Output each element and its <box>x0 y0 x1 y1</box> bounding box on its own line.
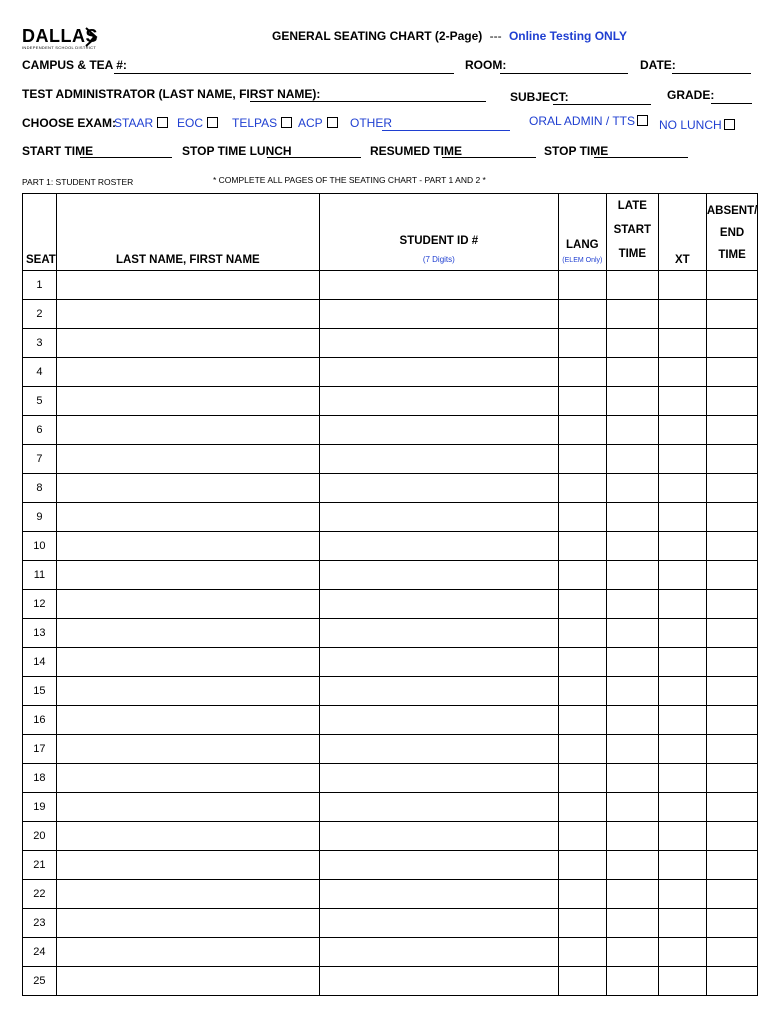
table-row <box>23 503 758 532</box>
absent-cell[interactable] <box>706 590 757 619</box>
name-cell[interactable] <box>56 619 319 648</box>
table-row <box>23 561 758 590</box>
name-cell[interactable] <box>56 677 319 706</box>
name-cell[interactable] <box>56 561 319 590</box>
checkbox-icon[interactable] <box>724 119 735 130</box>
date-label: DATE: <box>640 58 676 72</box>
name-cell[interactable] <box>56 358 319 387</box>
subject-field[interactable] <box>553 104 651 105</box>
header-late-line: LATE <box>617 200 647 212</box>
seat-number: 9 <box>23 503 57 532</box>
part-label: PART 1: STUDENT ROSTER <box>22 177 134 187</box>
table-row <box>23 416 758 445</box>
table-row <box>23 938 758 967</box>
student-id-cell[interactable] <box>319 967 558 996</box>
late-start-cell[interactable] <box>606 677 658 706</box>
choose-exam-label: CHOOSE EXAM: <box>22 116 117 130</box>
late-start-cell[interactable] <box>606 271 658 300</box>
late-start-cell[interactable] <box>606 358 658 387</box>
student-id-cell[interactable] <box>319 358 558 387</box>
late-start-cell[interactable] <box>606 967 658 996</box>
table-row <box>23 909 758 938</box>
xt-cell[interactable] <box>658 909 706 938</box>
table-row <box>23 445 758 474</box>
oral-admin-label: ORAL ADMIN / TTS <box>529 114 636 128</box>
header-name: LAST NAME, FIRST NAME <box>56 194 319 271</box>
lang-cell[interactable] <box>558 735 606 764</box>
student-id-cell[interactable] <box>319 474 558 503</box>
header-student-id-label: STUDENT ID # <box>399 235 479 247</box>
student-id-cell[interactable] <box>319 822 558 851</box>
header-lang-label: LANG <box>566 239 599 251</box>
seat-number: 8 <box>23 474 57 503</box>
table-row <box>23 735 758 764</box>
student-id-cell[interactable] <box>319 532 558 561</box>
late-start-cell[interactable] <box>606 938 658 967</box>
lang-cell[interactable] <box>558 300 606 329</box>
table-row <box>23 648 758 677</box>
table-row <box>23 793 758 822</box>
xt-cell[interactable] <box>658 822 706 851</box>
absent-cell[interactable] <box>706 764 757 793</box>
no-lunch-option[interactable] <box>659 118 735 132</box>
table-row <box>23 590 758 619</box>
checkbox-icon[interactable] <box>281 117 292 128</box>
seat-number: 1 <box>23 271 57 300</box>
late-start-cell[interactable] <box>606 822 658 851</box>
name-cell[interactable] <box>56 938 319 967</box>
seat-number: 18 <box>23 764 57 793</box>
absent-cell[interactable] <box>706 503 757 532</box>
header-time-line: TIME <box>618 248 647 260</box>
late-start-cell[interactable] <box>606 329 658 358</box>
xt-cell[interactable] <box>658 764 706 793</box>
lang-cell[interactable] <box>558 909 606 938</box>
stop-lunch-field[interactable] <box>267 157 361 158</box>
table-row <box>23 851 758 880</box>
absent-cell[interactable] <box>706 967 757 996</box>
grade-label: GRADE: <box>667 88 715 102</box>
table-row <box>23 474 758 503</box>
header-student-id <box>319 194 558 271</box>
late-start-cell[interactable] <box>606 764 658 793</box>
lang-cell[interactable] <box>558 271 606 300</box>
name-cell[interactable] <box>56 851 319 880</box>
name-cell[interactable] <box>56 909 319 938</box>
student-id-cell[interactable] <box>319 648 558 677</box>
title-main: GENERAL SEATING CHART (2-Page) <box>272 29 483 43</box>
xt-cell[interactable] <box>658 967 706 996</box>
absent-cell[interactable] <box>706 445 757 474</box>
late-start-cell[interactable] <box>606 880 658 909</box>
checkbox-icon[interactable] <box>637 115 648 126</box>
name-cell[interactable] <box>56 416 319 445</box>
xt-cell[interactable] <box>658 619 706 648</box>
xt-cell[interactable] <box>658 735 706 764</box>
subject-label: SUBJECT: <box>510 90 569 104</box>
exam-option-label: OTHER <box>350 116 392 130</box>
student-id-cell[interactable] <box>319 909 558 938</box>
table-row <box>23 880 758 909</box>
student-roster-table <box>22 193 758 996</box>
name-cell[interactable] <box>56 967 319 996</box>
checkbox-icon[interactable] <box>327 117 338 128</box>
late-start-cell[interactable] <box>606 735 658 764</box>
student-id-cell[interactable] <box>319 880 558 909</box>
seat-number: 10 <box>23 532 57 561</box>
xt-cell[interactable] <box>658 880 706 909</box>
absent-cell[interactable] <box>706 619 757 648</box>
late-start-cell[interactable] <box>606 648 658 677</box>
absent-cell[interactable] <box>706 793 757 822</box>
student-id-cell[interactable] <box>319 416 558 445</box>
absent-cell[interactable] <box>706 938 757 967</box>
absent-cell[interactable] <box>706 909 757 938</box>
grade-field[interactable] <box>711 103 752 104</box>
xt-cell[interactable] <box>658 938 706 967</box>
lang-cell[interactable] <box>558 387 606 416</box>
name-cell[interactable] <box>56 474 319 503</box>
header-xt: XT <box>658 194 706 271</box>
seat-number: 16 <box>23 706 57 735</box>
name-cell[interactable] <box>56 764 319 793</box>
absent-cell[interactable] <box>706 416 757 445</box>
table-row <box>23 271 758 300</box>
xt-cell[interactable] <box>658 677 706 706</box>
stop-time-label: STOP TIME <box>544 144 609 158</box>
lang-cell[interactable] <box>558 938 606 967</box>
oral-admin-option[interactable] <box>529 114 648 128</box>
xt-cell[interactable] <box>658 503 706 532</box>
late-start-cell[interactable] <box>606 474 658 503</box>
header-late-start <box>606 194 658 271</box>
exam-option-label: TELPAS <box>232 116 278 130</box>
xt-cell[interactable] <box>658 474 706 503</box>
seat-number: 15 <box>23 677 57 706</box>
lang-cell[interactable] <box>558 648 606 677</box>
name-cell[interactable] <box>56 822 319 851</box>
student-id-cell[interactable] <box>319 851 558 880</box>
room-field[interactable] <box>500 73 628 74</box>
instruction-note: * COMPLETE ALL PAGES OF THE SEATING CHART - PART 1 AND 2 * <box>213 175 486 185</box>
header-start-line: START <box>613 224 652 236</box>
campus-field[interactable] <box>114 73 454 74</box>
seat-number: 2 <box>23 300 57 329</box>
header-lang <box>558 194 606 271</box>
campus-label: CAMPUS & TEA #: <box>22 58 127 72</box>
late-start-cell[interactable] <box>606 503 658 532</box>
student-id-cell[interactable] <box>319 445 558 474</box>
late-start-cell[interactable] <box>606 793 658 822</box>
lang-cell[interactable] <box>558 967 606 996</box>
absent-cell[interactable] <box>706 735 757 764</box>
xt-cell[interactable] <box>658 387 706 416</box>
late-start-cell[interactable] <box>606 416 658 445</box>
late-start-cell[interactable] <box>606 590 658 619</box>
student-id-cell[interactable] <box>319 561 558 590</box>
seat-number: 24 <box>23 938 57 967</box>
name-cell[interactable] <box>56 300 319 329</box>
xt-cell[interactable] <box>658 706 706 735</box>
other-field[interactable] <box>382 130 510 131</box>
exam-option-other <box>350 116 392 130</box>
late-start-cell[interactable] <box>606 561 658 590</box>
student-id-cell[interactable] <box>319 619 558 648</box>
stop-time-field[interactable] <box>594 157 688 158</box>
header-lang-note: (ELEM Only) <box>562 257 603 264</box>
lang-cell[interactable] <box>558 793 606 822</box>
absent-cell[interactable] <box>706 677 757 706</box>
seat-number: 13 <box>23 619 57 648</box>
name-cell[interactable] <box>56 503 319 532</box>
xt-cell[interactable] <box>658 851 706 880</box>
header-absent <box>706 194 757 271</box>
absent-cell[interactable] <box>706 561 757 590</box>
lang-cell[interactable] <box>558 358 606 387</box>
student-id-cell[interactable] <box>319 329 558 358</box>
name-cell[interactable] <box>56 387 319 416</box>
room-label: ROOM: <box>465 58 507 72</box>
exam-option-label: STAAR <box>114 116 154 130</box>
header-end-time-line: END TIME <box>718 227 746 261</box>
lang-cell[interactable] <box>558 329 606 358</box>
student-id-cell[interactable] <box>319 735 558 764</box>
seat-number: 12 <box>23 590 57 619</box>
checkbox-icon[interactable] <box>207 117 218 128</box>
xt-cell[interactable] <box>658 271 706 300</box>
late-start-cell[interactable] <box>606 445 658 474</box>
exam-option-label: ACP <box>298 116 323 130</box>
lang-cell[interactable] <box>558 822 606 851</box>
name-cell[interactable] <box>56 880 319 909</box>
table-row <box>23 967 758 996</box>
student-id-cell[interactable] <box>319 677 558 706</box>
seat-number: 22 <box>23 880 57 909</box>
absent-cell[interactable] <box>706 822 757 851</box>
student-id-cell[interactable] <box>319 590 558 619</box>
title-mode: Online Testing ONLY <box>508 29 627 43</box>
exam-option-eoc[interactable] <box>177 116 218 130</box>
page-title <box>272 29 627 43</box>
table-row <box>23 677 758 706</box>
seat-number: 19 <box>23 793 57 822</box>
admin-field[interactable] <box>250 101 486 102</box>
student-id-cell[interactable] <box>319 387 558 416</box>
seat-number: 4 <box>23 358 57 387</box>
xt-cell[interactable] <box>658 300 706 329</box>
xt-cell[interactable] <box>658 648 706 677</box>
lang-cell[interactable] <box>558 851 606 880</box>
xt-cell[interactable] <box>658 590 706 619</box>
absent-cell[interactable] <box>706 387 757 416</box>
lang-cell[interactable] <box>558 503 606 532</box>
header-seat: SEAT <box>23 194 57 271</box>
seat-number: 6 <box>23 416 57 445</box>
table-row <box>23 387 758 416</box>
name-cell[interactable] <box>56 329 319 358</box>
lang-cell[interactable] <box>558 474 606 503</box>
absent-cell[interactable] <box>706 358 757 387</box>
seat-number: 25 <box>23 967 57 996</box>
logo-word: DALLAS <box>22 26 98 46</box>
student-id-cell[interactable] <box>319 706 558 735</box>
student-id-cell[interactable] <box>319 793 558 822</box>
logo-mark-icon <box>84 26 98 48</box>
absent-cell[interactable] <box>706 648 757 677</box>
header-absent-line: ABSENT/ <box>706 205 758 217</box>
seat-number: 20 <box>23 822 57 851</box>
xt-cell[interactable] <box>658 561 706 590</box>
checkbox-icon[interactable] <box>157 117 168 128</box>
seat-number: 5 <box>23 387 57 416</box>
resumed-field[interactable] <box>442 157 536 158</box>
lang-cell[interactable] <box>558 590 606 619</box>
table-row <box>23 822 758 851</box>
xt-cell[interactable] <box>658 532 706 561</box>
admin-label: TEST ADMINISTRATOR (LAST NAME, FIRST NAME): <box>22 87 321 101</box>
start-time-label: START TIME <box>22 144 94 158</box>
exam-option-telpas[interactable] <box>232 116 292 130</box>
seat-number: 3 <box>23 329 57 358</box>
absent-cell[interactable] <box>706 329 757 358</box>
table-row <box>23 619 758 648</box>
lang-cell[interactable] <box>558 416 606 445</box>
table-row <box>23 532 758 561</box>
name-cell[interactable] <box>56 271 319 300</box>
seat-number: 23 <box>23 909 57 938</box>
absent-cell[interactable] <box>706 532 757 561</box>
lang-cell[interactable] <box>558 561 606 590</box>
late-start-cell[interactable] <box>606 851 658 880</box>
seat-number: 14 <box>23 648 57 677</box>
lang-cell[interactable] <box>558 764 606 793</box>
table-row <box>23 764 758 793</box>
no-lunch-label: NO LUNCH <box>659 118 722 132</box>
late-start-cell[interactable] <box>606 300 658 329</box>
resumed-label: RESUMED TIME <box>370 144 463 158</box>
late-start-cell[interactable] <box>606 909 658 938</box>
absent-cell[interactable] <box>706 271 757 300</box>
absent-cell[interactable] <box>706 880 757 909</box>
xt-cell[interactable] <box>658 445 706 474</box>
logo-subtitle: INDEPENDENT SCHOOL DISTRICT <box>22 45 97 50</box>
absent-cell[interactable] <box>706 851 757 880</box>
exam-option-label: EOC <box>177 116 204 130</box>
xt-cell[interactable] <box>658 329 706 358</box>
seat-number: 21 <box>23 851 57 880</box>
stop-lunch-label: STOP TIME LUNCH <box>182 144 292 158</box>
lang-cell[interactable] <box>558 532 606 561</box>
table-row <box>23 300 758 329</box>
lang-cell[interactable] <box>558 445 606 474</box>
header-student-id-note: (7 Digits) <box>422 255 455 264</box>
date-field[interactable] <box>672 73 751 74</box>
title-separator: --- <box>489 29 502 43</box>
table-row <box>23 358 758 387</box>
lang-cell[interactable] <box>558 880 606 909</box>
student-id-cell[interactable] <box>319 938 558 967</box>
xt-cell[interactable] <box>658 793 706 822</box>
late-start-cell[interactable] <box>606 532 658 561</box>
absent-cell[interactable] <box>706 474 757 503</box>
student-id-cell[interactable] <box>319 271 558 300</box>
table-row <box>23 329 758 358</box>
name-cell[interactable] <box>56 590 319 619</box>
lang-cell[interactable] <box>558 677 606 706</box>
exam-option-staar[interactable] <box>114 116 168 130</box>
start-time-field[interactable] <box>80 157 172 158</box>
xt-cell[interactable] <box>658 358 706 387</box>
student-id-cell[interactable] <box>319 503 558 532</box>
late-start-cell[interactable] <box>606 619 658 648</box>
late-start-cell[interactable] <box>606 387 658 416</box>
student-id-cell[interactable] <box>319 764 558 793</box>
exam-option-acp[interactable] <box>298 116 338 130</box>
name-cell[interactable] <box>56 532 319 561</box>
student-id-cell[interactable] <box>319 300 558 329</box>
lang-cell[interactable] <box>558 706 606 735</box>
seat-number: 17 <box>23 735 57 764</box>
seat-number: 7 <box>23 445 57 474</box>
table-header-row <box>23 194 758 271</box>
name-cell[interactable] <box>56 648 319 677</box>
name-cell[interactable] <box>56 793 319 822</box>
name-cell[interactable] <box>56 735 319 764</box>
xt-cell[interactable] <box>658 416 706 445</box>
late-start-cell[interactable] <box>606 706 658 735</box>
seat-number: 11 <box>23 561 57 590</box>
name-cell[interactable] <box>56 706 319 735</box>
absent-cell[interactable] <box>706 706 757 735</box>
lang-cell[interactable] <box>558 619 606 648</box>
name-cell[interactable] <box>56 445 319 474</box>
absent-cell[interactable] <box>706 300 757 329</box>
table-row <box>23 706 758 735</box>
